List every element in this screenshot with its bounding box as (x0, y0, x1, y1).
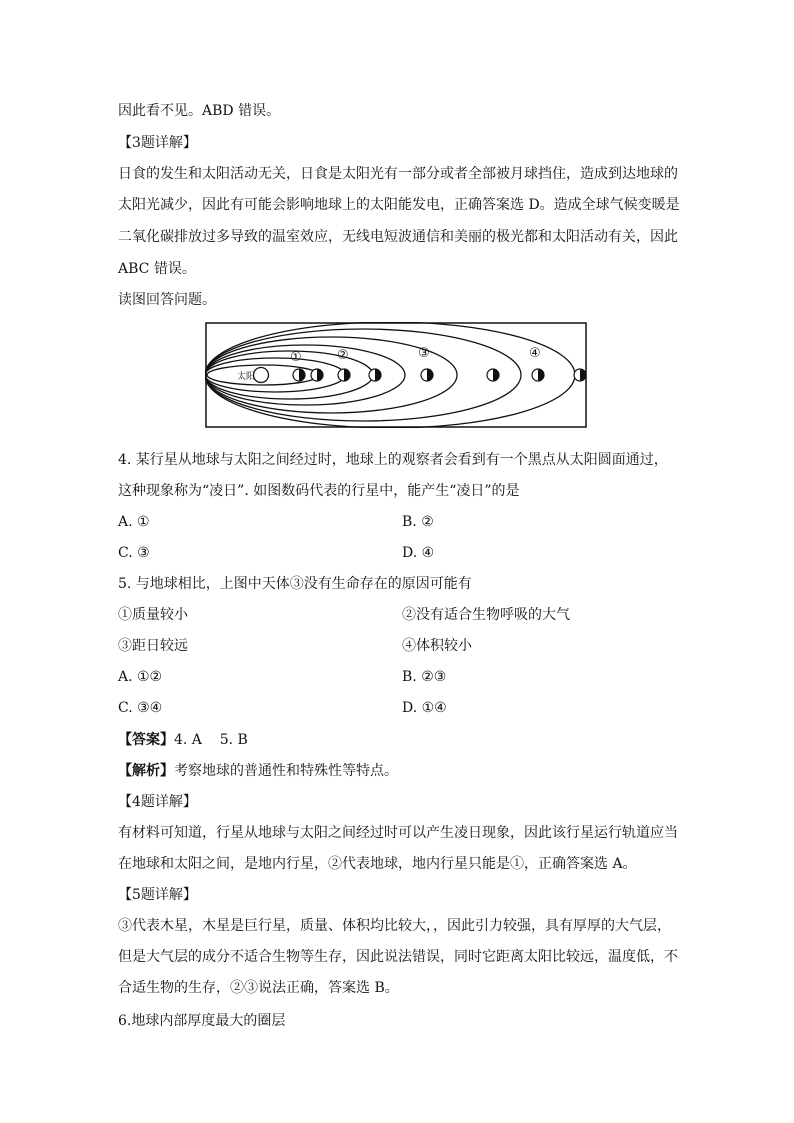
analysis-label: 【解析】 (118, 763, 174, 779)
analysis-line (118, 761, 398, 781)
paragraph-line: 因此看不见。ABD 错误。 (118, 103, 281, 119)
planet (311, 369, 323, 381)
statement-2: ②没有适合生物呼吸的大气 (402, 607, 570, 623)
option-a: A. ① (118, 514, 150, 530)
paragraph-line: ③代表木星，木星是巨行星，质量、体积均比较大，，因此引力较强，具有厚厚的大气层， (118, 918, 671, 934)
section-heading: 【4题详解】 (118, 794, 197, 810)
paragraph-line: 但是大气层的成分不适合生物等生存，因此说法错误，同时它距离太阳比较远，温度低，不 (118, 949, 678, 965)
marker-4: ④ (529, 346, 541, 361)
question-4-stem: 4. 某行星从地球与太阳之间经过时，地球上的观察者会看到有一个黑点从太阳圆面通过， (118, 452, 668, 468)
option-a: A. ①② (118, 669, 163, 685)
paragraph-line: 在地球和太阳之间，是地内行星，②代表地球，地内行星只能是①，正确答案选 A。 (118, 856, 637, 872)
solar-system-diagram (205, 322, 587, 428)
answer-text: 4. A 5. B (174, 732, 248, 748)
option-d: D. ④ (402, 545, 435, 561)
option-d: D. ①④ (402, 700, 447, 716)
option-b: B. ②③ (402, 669, 447, 685)
section-heading: 【5题详解】 (118, 887, 197, 903)
paragraph-line: ABC 错误。 (118, 261, 196, 277)
planet (532, 369, 544, 381)
marker-1: ① (290, 350, 302, 365)
statement-4: ④体积较小 (402, 638, 472, 654)
solar-system-figure (205, 322, 587, 428)
option-c: C. ③ (118, 545, 150, 561)
question-5-stem: 5. 与地球相比，上图中天体③没有生命存在的原因可能有 (118, 576, 472, 592)
planet (421, 369, 433, 381)
question-6-stem: 6.地球内部厚度最大的圈层 (118, 1013, 286, 1029)
paragraph-line: 二氧化碳排放过多导致的温室效应，无线电短波通信和美丽的极光都和太阳活动有关，因此 (118, 229, 678, 245)
statement-1: ①质量较小 (118, 607, 188, 623)
option-c: C. ③④ (118, 700, 163, 716)
marker-2: ② (337, 348, 349, 363)
paragraph-line: 日食的发生和太阳活动无关，日食是太阳光有一部分或者全部被月球挡住，造成到达地球的 (118, 166, 678, 182)
planet (369, 369, 381, 381)
statement-3: ③距日较远 (118, 638, 188, 654)
question-4-stem: 这种现象称为“凌日”. 如图数码代表的行星中，能产生“凌日”的是 (118, 483, 520, 499)
paragraph-line: 太阳光减少，因此有可能会影响地球上的太阳能发电，正确答案选 D。造成全球气候变暖是 (118, 197, 680, 213)
answer-label: 【答案】 (118, 732, 174, 748)
planet (487, 369, 499, 381)
marker-3: ③ (418, 346, 430, 361)
sun-label: 太阳 (237, 371, 256, 381)
option-b: B. ② (402, 514, 434, 530)
paragraph-line: 有材料可知道，行星从地球与太阳之间经过时可以产生凌日现象，因此该行星运行轨道应当 (118, 825, 678, 841)
planet (574, 369, 586, 381)
instruction-line: 读图回答问题。 (118, 292, 216, 308)
paragraph-line: 合适生物的生存，②③说法正确，答案选 B。 (118, 980, 399, 996)
analysis-text: 考察地球的普通性和特殊性等特点。 (174, 763, 398, 779)
answer-line (118, 730, 248, 750)
sun (254, 368, 269, 383)
section-heading: 【3题详解】 (118, 135, 197, 151)
planet (338, 369, 350, 381)
planet (293, 369, 305, 381)
